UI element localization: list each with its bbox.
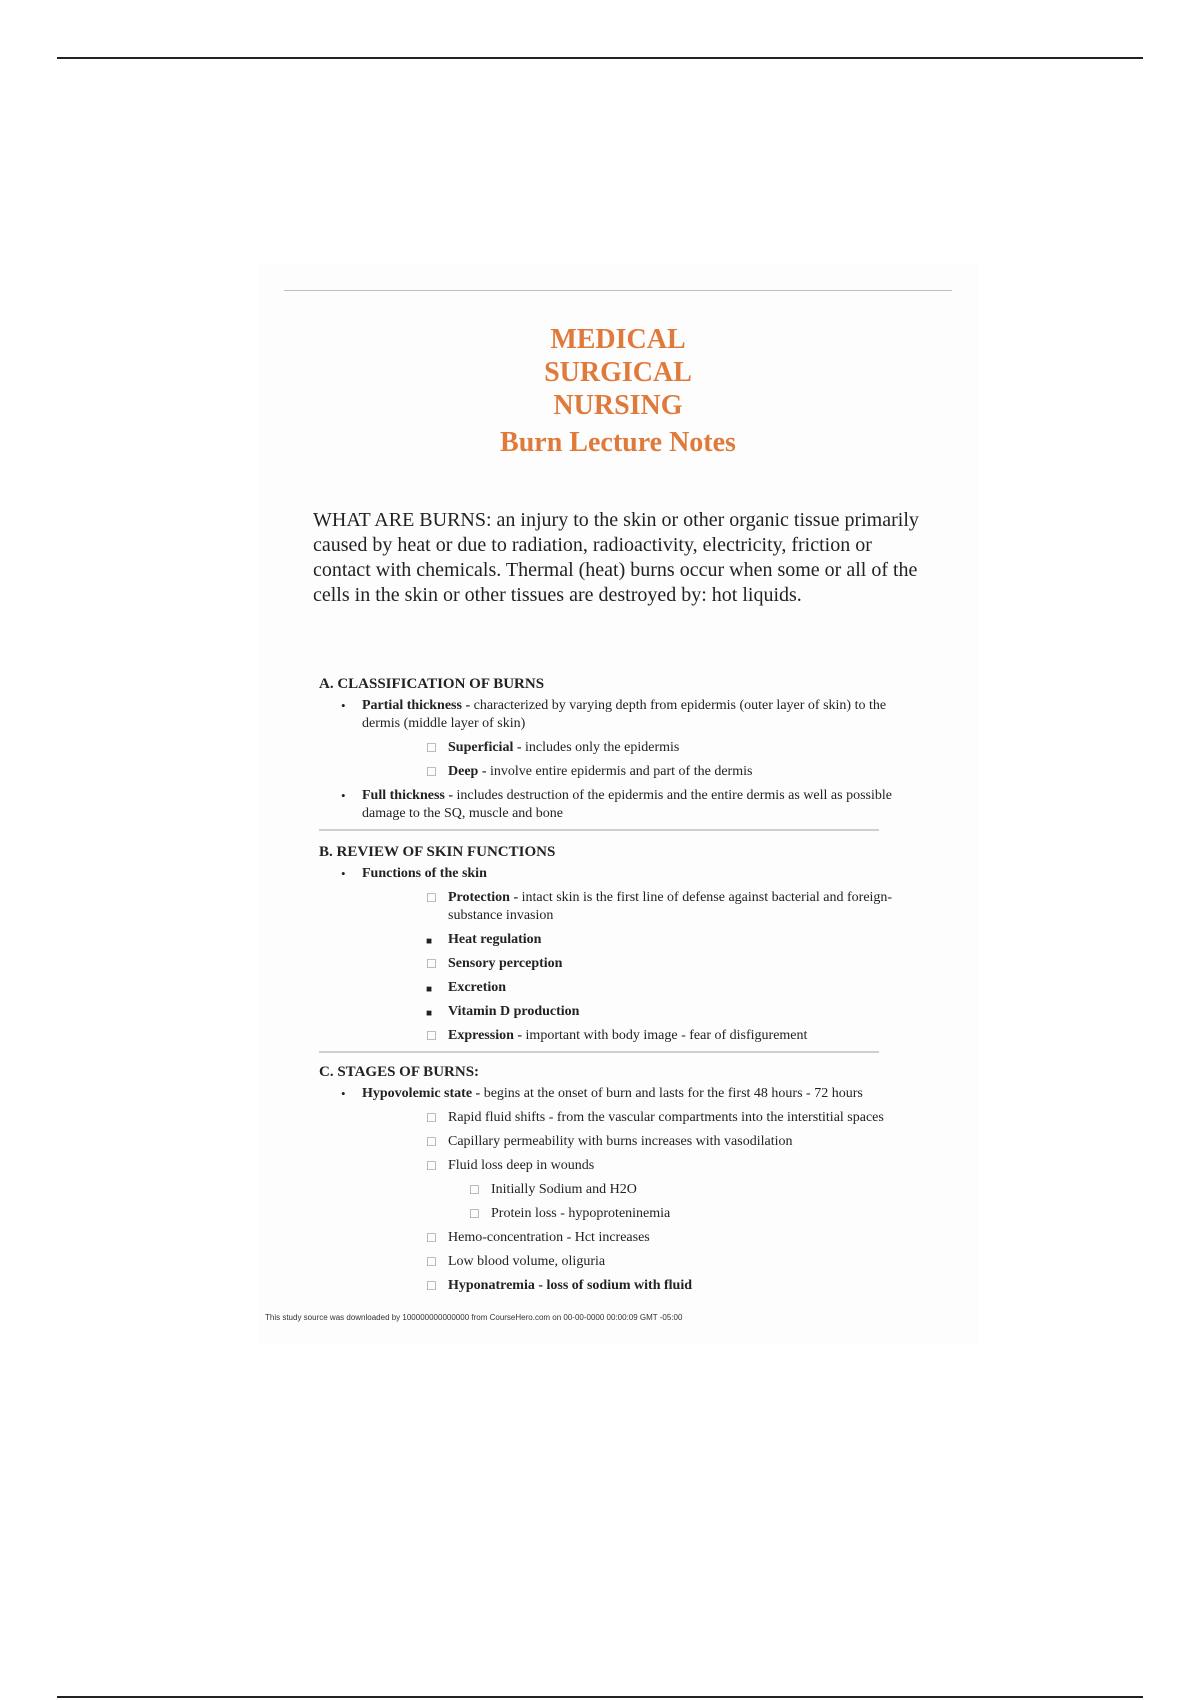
list-item bbox=[319, 1229, 919, 1247]
list-item bbox=[319, 1253, 919, 1271]
top-rule bbox=[57, 57, 1143, 59]
item-text: Low blood volume, oliguria bbox=[448, 1254, 606, 1269]
checkbox-bullet-icon: ☐ bbox=[426, 1279, 437, 1293]
checkbox-bullet-icon: ☐ bbox=[426, 1135, 437, 1149]
checkbox-bullet-icon: ☐ bbox=[426, 1231, 437, 1245]
section-stages bbox=[319, 1063, 919, 1301]
download-notice: This study source was downloaded by 100000000000000 from CourseHero.com on 00-00-0000 00:00:09 GMT -05:00 bbox=[265, 1313, 683, 1322]
checkbox-bullet-icon: ☐ bbox=[426, 1159, 437, 1173]
list-item bbox=[319, 979, 919, 997]
list-item bbox=[319, 787, 919, 823]
section-heading: C. STAGES OF BURNS: bbox=[319, 1064, 480, 1080]
document-top-rule bbox=[284, 290, 952, 291]
bullet-icon: • bbox=[341, 1086, 346, 1101]
item-term: Expression - bbox=[448, 1028, 526, 1043]
item-text: Protein loss - hypoproteninemia bbox=[491, 1206, 671, 1221]
item-text: Fluid loss deep in wounds bbox=[448, 1158, 595, 1173]
list-item bbox=[319, 763, 919, 781]
list-item bbox=[319, 1181, 919, 1199]
item-text: includes destruction of the epidermis and the entire dermis as well as possible damage to the SQ, muscle and bone bbox=[362, 788, 892, 821]
section-heading: A. CLASSIFICATION OF BURNS bbox=[319, 676, 545, 692]
section-divider bbox=[319, 1051, 879, 1053]
item-term: Protection - bbox=[448, 890, 522, 905]
section-heading: B. REVIEW OF SKIN FUNCTIONS bbox=[319, 844, 556, 860]
item-term: Excretion bbox=[448, 980, 507, 995]
checkbox-bullet-icon: ☐ bbox=[426, 765, 437, 779]
list-item bbox=[319, 1133, 919, 1151]
square-bullet-icon: ■ bbox=[426, 1008, 433, 1019]
item-term: Deep - bbox=[448, 764, 490, 779]
bullet-icon: • bbox=[341, 788, 346, 803]
list-item bbox=[319, 739, 919, 757]
item-text: Hyponatremia - loss of sodium with fluid bbox=[448, 1278, 692, 1293]
list-item bbox=[319, 955, 919, 973]
document-preview bbox=[258, 265, 978, 1345]
item-term: Full thickness - bbox=[362, 788, 457, 803]
section-divider bbox=[319, 829, 879, 831]
item-text: characterized by varying depth from epidermis (outer layer of skin) to the dermis (middle layer of skin) bbox=[362, 698, 887, 731]
document-title bbox=[258, 323, 978, 462]
item-term: Superficial - bbox=[448, 740, 525, 755]
list-item bbox=[319, 1157, 919, 1175]
checkbox-bullet-icon: ☐ bbox=[426, 741, 437, 755]
section-classification bbox=[319, 675, 919, 843]
bullet-icon: • bbox=[341, 698, 346, 713]
list-item bbox=[319, 697, 919, 733]
item-term: Heat regulation bbox=[448, 932, 542, 947]
item-term: Partial thickness - bbox=[362, 698, 474, 713]
section-skin-functions bbox=[319, 843, 919, 1065]
item-term: Hypovolemic state - bbox=[362, 1086, 484, 1101]
item-text: Rapid fluid shifts - from the vascular compartments into the interstitial spaces bbox=[448, 1110, 884, 1125]
document-subtitle: Burn Lecture Notes bbox=[500, 427, 736, 458]
item-term: Functions of the skin bbox=[362, 866, 487, 881]
item-term: Vitamin D production bbox=[448, 1004, 580, 1019]
checkbox-bullet-icon: ☐ bbox=[426, 1111, 437, 1125]
square-bullet-icon: ■ bbox=[426, 936, 433, 947]
list-item bbox=[319, 1277, 919, 1295]
title-line: MEDICAL bbox=[550, 324, 686, 355]
square-bullet-icon: ■ bbox=[426, 984, 433, 995]
checkbox-bullet-icon: ☐ bbox=[469, 1207, 480, 1221]
item-text: begins at the onset of burn and lasts for the first 48 hours - 72 hours bbox=[483, 1086, 863, 1101]
item-text: important with body image - fear of disfigurement bbox=[525, 1028, 808, 1043]
list-item bbox=[319, 931, 919, 949]
title-line: NURSING bbox=[553, 390, 683, 421]
list-item bbox=[319, 865, 919, 883]
list-item bbox=[319, 1205, 919, 1223]
checkbox-bullet-icon: ☐ bbox=[426, 891, 437, 905]
item-term: Sensory perception bbox=[448, 956, 563, 971]
item-text: Initially Sodium and H2O bbox=[491, 1182, 637, 1197]
bottom-rule bbox=[57, 1696, 1143, 1698]
bullet-icon: • bbox=[341, 866, 346, 881]
list-item bbox=[319, 1027, 919, 1045]
checkbox-bullet-icon: ☐ bbox=[426, 1029, 437, 1043]
item-text: involve entire epidermis and part of the dermis bbox=[490, 764, 753, 779]
list-item bbox=[319, 1003, 919, 1021]
item-text: intact skin is the first line of defense against bacterial and foreign-substance invasion bbox=[448, 890, 893, 923]
intro-paragraph: WHAT ARE BURNS: an injury to the skin or other organic tissue primarily caused by heat or due to radiation, radioactivity, electricity, friction or contact with chemicals. Thermal (heat) burns occur when some or all of the cells in the skin or other tissues are destroyed by: hot liquids. bbox=[313, 509, 919, 606]
item-text: Capillary permeability with burns increases with vasodilation bbox=[448, 1134, 793, 1149]
list-item bbox=[319, 889, 919, 925]
item-text: includes only the epidermis bbox=[525, 740, 680, 755]
checkbox-bullet-icon: ☐ bbox=[426, 957, 437, 971]
list-item bbox=[319, 1109, 919, 1127]
item-text: Hemo-concentration - Hct increases bbox=[448, 1230, 650, 1245]
checkbox-bullet-icon: ☐ bbox=[426, 1255, 437, 1269]
list-item bbox=[319, 1085, 919, 1103]
title-line: SURGICAL bbox=[544, 357, 692, 388]
checkbox-bullet-icon: ☐ bbox=[469, 1183, 480, 1197]
